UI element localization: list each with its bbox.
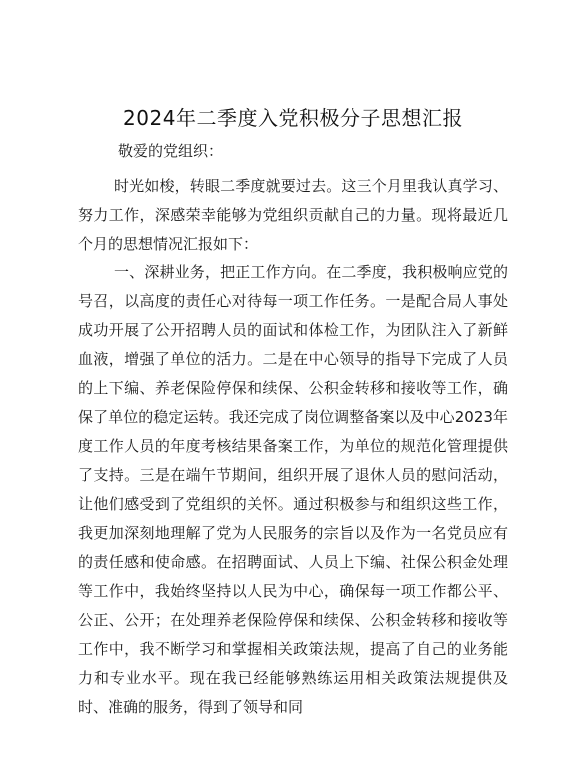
paragraph-section-one: 一、深耕业务，把正工作方向。在二季度，我积极响应党的号召，以高度的责任心对待每一项工作任务。一是配合局人事处成功开展了公开招聘人员的面试和体检工作，为团队注入了新鲜血液，增强了单位的活力。二是在中心领导的指导下完成了人员的上下编、养老保险停保和续保、公积金转移和接收等工作，确保了单位的稳定运转。我还完成了岗位调整备案以及中心2023年度工作人员的年度考核结果备案工作，为单位的规范化管理提供了支持。三是在端午节期间，组织开展了退休人员的慰问活动，让他们感受到了党组织的关怀。通过积极参与和组织这些工作，我更加深刻地理解了党为人民服务的宗旨以及作为一名党员应有的责任感和使命感。在招聘面试、人员上下编、社保公积金处理等工作中，我始终坚持以人民为中心，确保每一项工作都公平、公正、公开；在处理养老保险停保和续保、公积金转移和接收等工作中，我不断学习和掌握相关政策法规，提高了自己的业务能力和专业水平。现在我已经能够熟练运用相关政策法规提供及时、准确的服务，得到了领导和同 — [78, 263, 508, 716]
document-title: 2024年二季度入党积极分子思想汇报 — [123, 106, 463, 130]
salutation: 敬爱的党组织： — [118, 142, 224, 160]
paragraph-intro: 时光如梭，转眼二季度就要过去。这三个月里我认真学习、努力工作，深感荣幸能够为党组织贡献自己的力量。现将最近几个月的思想情况汇报如下： — [78, 177, 508, 253]
